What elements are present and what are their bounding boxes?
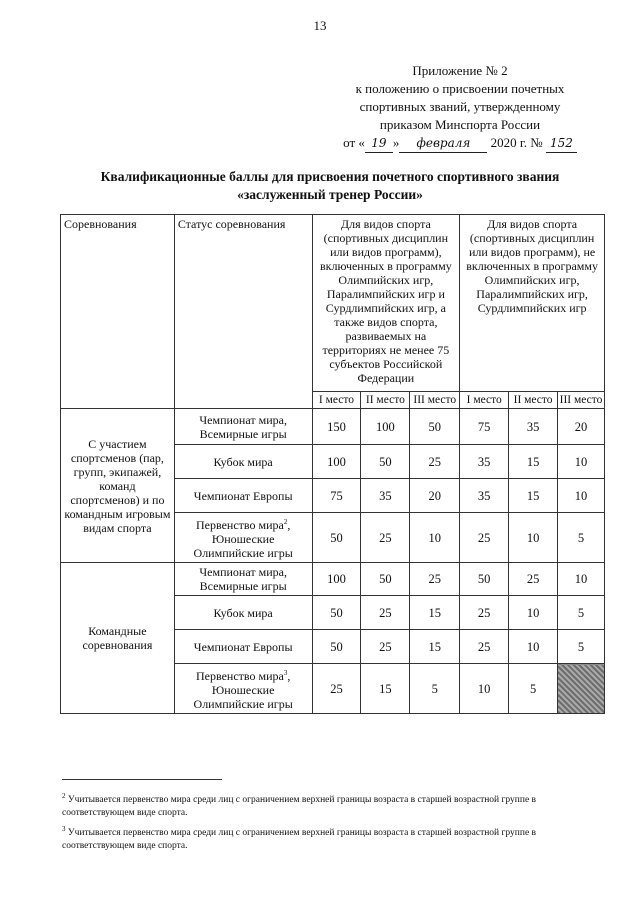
score-cell: 10 [558,445,605,479]
score-cell: 50 [361,445,410,479]
status-cell [174,664,312,714]
place-header: I место [312,392,361,409]
score-cell: 25 [460,596,509,630]
score-cell: 25 [460,513,509,563]
score-cell: 35 [361,479,410,513]
footnote-mark: 2 [62,792,66,800]
footnote-text: Учитывается первенство мира среди лиц с ограничением верхней границы возраста в старшей возрастной группе в соответствующем виде спорта. [62,828,537,852]
table-header-row [61,215,605,392]
score-cell: 100 [312,563,361,596]
score-cell: 25 [460,630,509,664]
status-text: Первенство мира [195,518,284,532]
score-cell: 15 [509,445,558,479]
place-header: II место [361,392,410,409]
footnotes [62,790,610,856]
score-cell: 15 [410,596,460,630]
score-cell: 10 [509,630,558,664]
place-header: II место [509,392,558,409]
page-number: 13 [313,18,327,33]
scores-table [60,214,605,714]
date-suffix: 2020 г. № [490,135,543,150]
score-cell: 5 [509,664,558,714]
score-cell: 10 [558,563,605,596]
status-cell: Чемпионат Европы [174,630,312,664]
header-non-olympic-sports: Для видов спорта (спортивных дисциплин или видов программ), не включенных в программу Олимпийских игр, Паралимпийских игр, Сурдлимпийских игр [460,215,605,392]
title-line-1: Квалификационные баллы для присвоения почетного спортивного звания [100,169,560,184]
score-cell: 10 [509,596,558,630]
header-status: Статус соревнования [174,215,312,409]
score-cell: 10 [558,479,605,513]
score-cell: 25 [312,664,361,714]
score-cell: 10 [509,513,558,563]
score-cell: 15 [509,479,558,513]
appendix-line-1: Приложение № 2 [412,63,508,78]
date-day-handwritten: 19 [365,134,393,153]
score-cell: 35 [460,445,509,479]
footnote-text: Учитывается первенство мира среди лиц с ограничением верхней границы возраста в старшей возрастной группе в соответствующем виде спорта. [62,795,537,819]
footnote-ref: 2 [283,518,288,526]
document-title [60,168,600,204]
footnote-mark: 3 [62,825,66,834]
title-line-2: «заслуженный тренер России» [237,187,423,202]
stamped-empty-cell [558,664,605,714]
date-prefix: от « [343,135,365,150]
score-cell: 20 [558,409,605,445]
status-cell: Кубок мира [174,445,312,479]
score-cell: 25 [361,596,410,630]
group-name: С участием спортсменов (пар, групп, экипажей, команд спортсменов) и по командным игровым видам спорта [61,409,175,563]
appendix-line-2: к положению о присвоении почетных [355,81,565,96]
score-cell: 100 [361,409,410,445]
date-month-handwritten: февраля [399,134,487,153]
status-cell: Кубок мира [174,596,312,630]
score-cell: 5 [558,596,605,630]
order-number-handwritten: 152 [546,134,577,153]
header-olympic-sports: Для видов спорта (спортивных дисциплин или видов программ), включенных в программу Олимпийских игр, Паралимпийских игр и Сурдлимпийских игр, а также видов спорта, развиваемых на территориях не менее 75 субъектов Российской Федерации [312,215,460,392]
group-name: Командные соревнования [61,563,175,714]
score-cell: 50 [361,563,410,596]
score-cell: 50 [312,596,361,630]
score-cell: 25 [410,563,460,596]
table-row [61,409,605,445]
score-cell: 5 [558,630,605,664]
score-cell: 15 [361,664,410,714]
score-cell: 50 [410,409,460,445]
score-cell: 100 [312,445,361,479]
place-header: III место [410,392,460,409]
appendix-line-3: спортивных званий, утвержденному [359,99,561,114]
score-cell: 50 [312,513,361,563]
status-cell: Чемпионат Европы [174,479,312,513]
score-cell: 10 [460,664,509,714]
score-cell: 75 [460,409,509,445]
status-cell: Чемпионат мира, Всемирные игры [174,409,312,445]
score-cell: 25 [509,563,558,596]
status-text-tail: , Юношеские Олимпийские игры [193,669,293,711]
status-text-tail: , Юношеские Олимпийские игры [193,518,293,560]
score-cell: 10 [410,513,460,563]
place-header: III место [558,392,605,409]
footnote-2 [62,790,610,820]
header-competitions: Соревнования [61,215,175,409]
score-cell: 20 [410,479,460,513]
score-cell: 150 [312,409,361,445]
place-header: I место [460,392,509,409]
footnote-divider [62,779,222,780]
score-cell: 35 [509,409,558,445]
date-mid: » [392,135,400,150]
score-cell: 25 [410,445,460,479]
score-cell: 25 [361,513,410,563]
score-cell: 15 [410,630,460,664]
appendix-header [310,62,610,153]
score-cell: 5 [558,513,605,563]
status-cell: Чемпионат мира, Всемирные игры [174,563,312,596]
appendix-date-line [310,134,610,153]
status-cell [174,513,312,563]
score-cell: 35 [460,479,509,513]
footnote-ref: 3 [283,669,288,677]
appendix-line-4: приказом Минспорта России [379,117,541,132]
score-cell: 25 [361,630,410,664]
score-cell: 50 [460,563,509,596]
score-cell: 50 [312,630,361,664]
score-cell: 75 [312,479,361,513]
status-text: Первенство мира [195,669,284,683]
table-row [61,563,605,596]
score-cell: 5 [410,664,460,714]
footnote-3 [62,823,610,853]
